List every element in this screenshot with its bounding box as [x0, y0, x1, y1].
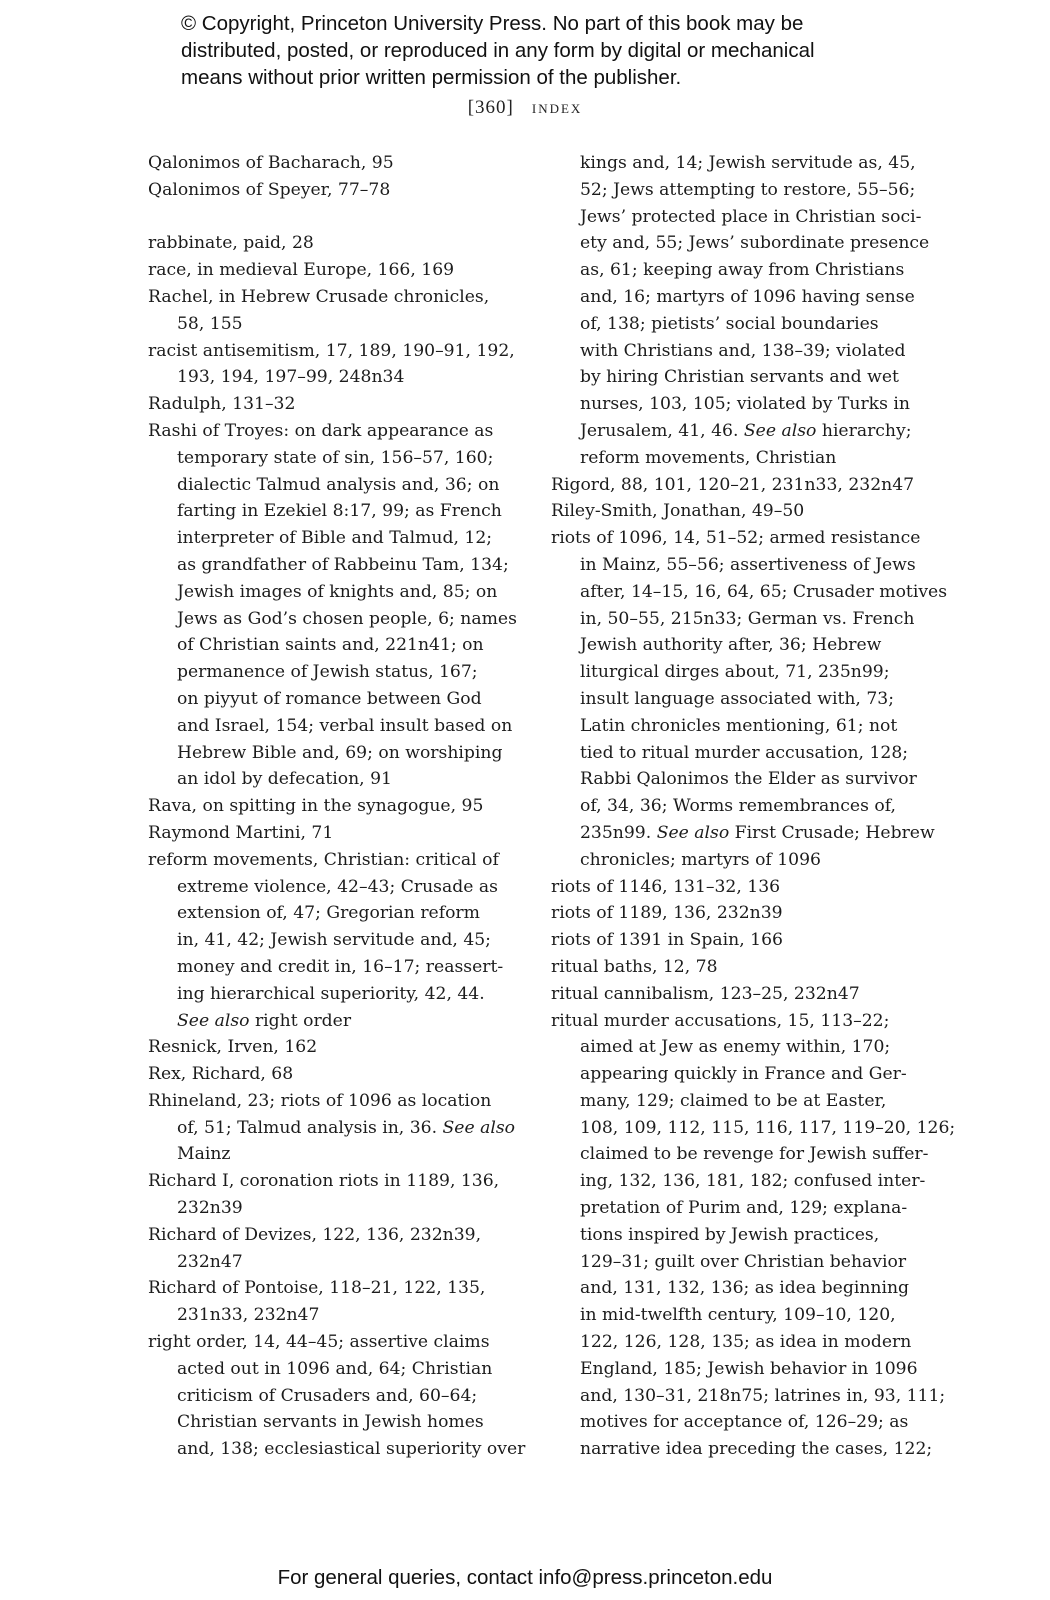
index-line: 52; Jews attempting to restore, 55–56;	[580, 179, 916, 200]
index-line: reform movements, Christian	[580, 447, 837, 468]
index-line: See also right order	[177, 1010, 352, 1031]
index-line: Jews’ protected place in Christian soci-	[580, 206, 922, 227]
index-line: of, 34, 36; Worms remembrances of,	[580, 796, 896, 817]
index-line: Jerusalem, 41, 46. See also hierarchy;	[580, 420, 912, 441]
index-line: narrative idea preceding the cases, 122;	[580, 1439, 933, 1460]
index-line: an idol by defecation, 91	[177, 769, 392, 790]
index-line: rabbinate, paid, 28	[148, 233, 314, 254]
index-line: riots of 1146, 131–32, 136	[551, 876, 781, 897]
index-blank-line	[148, 204, 518, 231]
index-line: Rachel, in Hebrew Crusade chronicles,	[148, 286, 490, 307]
index-line: motives for acceptance of, 126–29; as	[580, 1412, 909, 1433]
index-line: acted out in 1096 and, 64; Christian	[177, 1358, 493, 1379]
index-line: and, 138; ecclesiastical superiority over	[177, 1439, 526, 1460]
index-line: and, 16; martyrs of 1096 having sense	[580, 286, 915, 307]
index-line: right order, 14, 44–45; assertive claims	[148, 1332, 490, 1353]
index-line: 122, 126, 128, 135; as idea in modern	[580, 1332, 912, 1353]
index-line: ritual murder accusations, 15, 113–22;	[551, 1010, 890, 1031]
index-line: Qalonimos of Speyer, 77–78	[148, 179, 391, 200]
index-line: Rava, on spitting in the synagogue, 95	[148, 796, 484, 817]
index-line: Raymond Martini, 71	[148, 822, 334, 843]
index-line: tied to ritual murder accusation, 128;	[580, 742, 909, 763]
index-line: claimed to be revenge for Jewish suffer-	[580, 1144, 929, 1165]
index-line: with Christians and, 138–39; violated	[580, 340, 906, 361]
index-line: Jewish images of knights and, 85; on	[177, 581, 498, 602]
index-line: Rex, Richard, 68	[148, 1064, 294, 1085]
index-line: England, 185; Jewish behavior in 1096	[580, 1358, 918, 1379]
index-line: insult language associated with, 73;	[580, 688, 895, 709]
index-line: 231n33, 232n47	[177, 1305, 320, 1326]
index-line: Rhineland, 23; riots of 1096 as location	[148, 1090, 492, 1111]
index-line: ritual baths, 12, 78	[551, 956, 718, 977]
index-line: in Mainz, 55–56; assertiveness of Jews	[580, 554, 916, 575]
index-line: appearing quickly in France and Ger-	[580, 1064, 907, 1085]
see-also-label: See also	[177, 1010, 250, 1031]
footer-contact: For general queries, contact info@press.princeton.edu	[277, 1566, 773, 1589]
index-line: ety and, 55; Jews’ subordinate presence	[580, 233, 930, 254]
index-line: kings and, 14; Jewish servitude as, 45,	[580, 153, 916, 173]
index-line: and Israel, 154; verbal insult based on	[177, 715, 513, 736]
copyright-line-3: means without prior written permission of the publisher.	[181, 66, 682, 89]
index-line: 232n39	[177, 1198, 243, 1219]
index-line: 129–31; guilt over Christian behavior	[580, 1251, 907, 1272]
index-line: nurses, 103, 105; violated by Turks in	[580, 394, 910, 415]
index-line: of, 138; pietists’ social boundaries	[580, 313, 879, 334]
index-line: Rabbi Qalonimos the Elder as survivor	[580, 769, 917, 790]
index-line: aimed at Jew as enemy within, 170;	[580, 1037, 891, 1058]
index-line: Christian servants in Jewish homes	[177, 1412, 484, 1433]
index-line: of, 51; Talmud analysis in, 36. See also	[177, 1117, 516, 1138]
index-line: by hiring Christian servants and wet	[580, 367, 899, 388]
index-line: riots of 1391 in Spain, 166	[551, 930, 783, 951]
index-line: riots of 1096, 14, 51–52; armed resistance	[551, 528, 921, 549]
index-line: 58, 155	[177, 313, 243, 334]
index-line: 193, 194, 197–99, 248n34	[177, 367, 405, 388]
index-line: in, 50–55, 215n33; German vs. French	[580, 608, 915, 629]
index-line: of Christian saints and, 221n41; on	[177, 635, 484, 656]
index-line: tions inspired by Jewish practices,	[580, 1224, 880, 1245]
index-line: Latin chronicles mentioning, 61; not	[580, 715, 898, 736]
index-line: in mid-twelfth century, 109–10, 120,	[580, 1305, 896, 1326]
index-line: extension of, 47; Gregorian reform	[177, 903, 480, 924]
index-line: Richard of Devizes, 122, 136, 232n39,	[148, 1224, 482, 1245]
copyright-line-2: distributed, posted, or reproduced in any form by digital or mechanical	[181, 39, 815, 62]
index-line: and, 130–31, 218n75; latrines in, 93, 111;	[580, 1385, 946, 1406]
index-line: racist antisemitism, 17, 189, 190–91, 192,	[148, 340, 515, 361]
index-line: ing hierarchical superiority, 42, 44.	[177, 983, 485, 1004]
index-line: on piyyut of romance between God	[177, 688, 482, 709]
index-line: in, 41, 42; Jewish servitude and, 45;	[177, 930, 491, 951]
index-line: after, 14–15, 16, 64, 65; Crusader motives	[580, 581, 948, 602]
index-line: money and credit in, 16–17; reassert-	[177, 956, 504, 977]
index-line: and, 131, 132, 136; as idea beginning	[580, 1278, 910, 1299]
see-also-label: See also	[743, 420, 817, 441]
index-line: as grandfather of Rabbeinu Tam, 134;	[177, 554, 509, 575]
index-line: Jewish authority after, 36; Hebrew	[580, 635, 882, 656]
index-line: permanence of Jewish status, 167;	[177, 662, 478, 683]
index-line: Jews as God’s chosen people, 6; names	[177, 608, 517, 629]
index-line: Resnick, Irven, 162	[148, 1037, 318, 1058]
see-also-label: See also	[656, 822, 730, 843]
index-line: 232n47	[177, 1251, 243, 1272]
index-line: Radulph, 131–32	[148, 394, 296, 415]
section-title: index	[531, 97, 583, 117]
index-line: Richard I, coronation riots in 1189, 136,	[148, 1171, 500, 1192]
index-line: Riley-Smith, Jonathan, 49–50	[551, 501, 805, 522]
index-line: riots of 1189, 136, 232n39	[551, 903, 783, 924]
index-line: Rigord, 88, 101, 120–21, 231n33, 232n47	[551, 474, 915, 495]
index-line: Rashi of Troyes: on dark appearance as	[148, 420, 494, 441]
see-also-label: See also	[442, 1117, 516, 1138]
running-head	[0, 97, 1050, 119]
copyright-line-1: © Copyright, Princeton University Press. No part of this book may be	[181, 12, 804, 35]
index-line: temporary state of sin, 156–57, 160;	[177, 447, 494, 468]
index-line: as, 61; keeping away from Christians	[580, 260, 905, 281]
index-line: farting in Ezekiel 8:17, 99; as French	[177, 501, 502, 522]
index-column-right	[551, 150, 956, 1463]
index-line: liturgical dirges about, 71, 235n99;	[580, 662, 890, 683]
index-line: reform movements, Christian: critical of	[148, 849, 499, 870]
copyright-notice	[181, 10, 941, 91]
index-line: ing, 132, 136, 181, 182; confused inter-	[580, 1171, 926, 1192]
index-line: chronicles; martyrs of 1096	[580, 849, 821, 870]
index-line: Qalonimos of Bacharach, 95	[148, 153, 394, 173]
index-line: Richard of Pontoise, 118–21, 122, 135,	[148, 1278, 486, 1299]
index-line: 235n99. See also First Crusade; Hebrew	[580, 822, 935, 843]
index-line: race, in medieval Europe, 166, 169	[148, 260, 455, 281]
index-column-left	[148, 150, 526, 1463]
index-line: ritual cannibalism, 123–25, 232n47	[551, 983, 860, 1004]
index-line: pretation of Purim and, 129; explana-	[580, 1198, 908, 1219]
index-line: criticism of Crusaders and, 60–64;	[177, 1385, 478, 1406]
page-number: [360]	[467, 97, 514, 118]
index-line: Mainz	[177, 1144, 231, 1165]
index-line: interpreter of Bible and Talmud, 12;	[177, 528, 493, 549]
index-line: many, 129; claimed to be at Easter,	[580, 1090, 887, 1111]
index-line: extreme violence, 42–43; Crusade as	[177, 876, 498, 897]
index-line: dialectic Talmud analysis and, 36; on	[177, 474, 500, 495]
index-line: Hebrew Bible and, 69; on worshiping	[177, 742, 503, 763]
index-line: 108, 109, 112, 115, 116, 117, 119–20, 126;	[580, 1117, 956, 1138]
